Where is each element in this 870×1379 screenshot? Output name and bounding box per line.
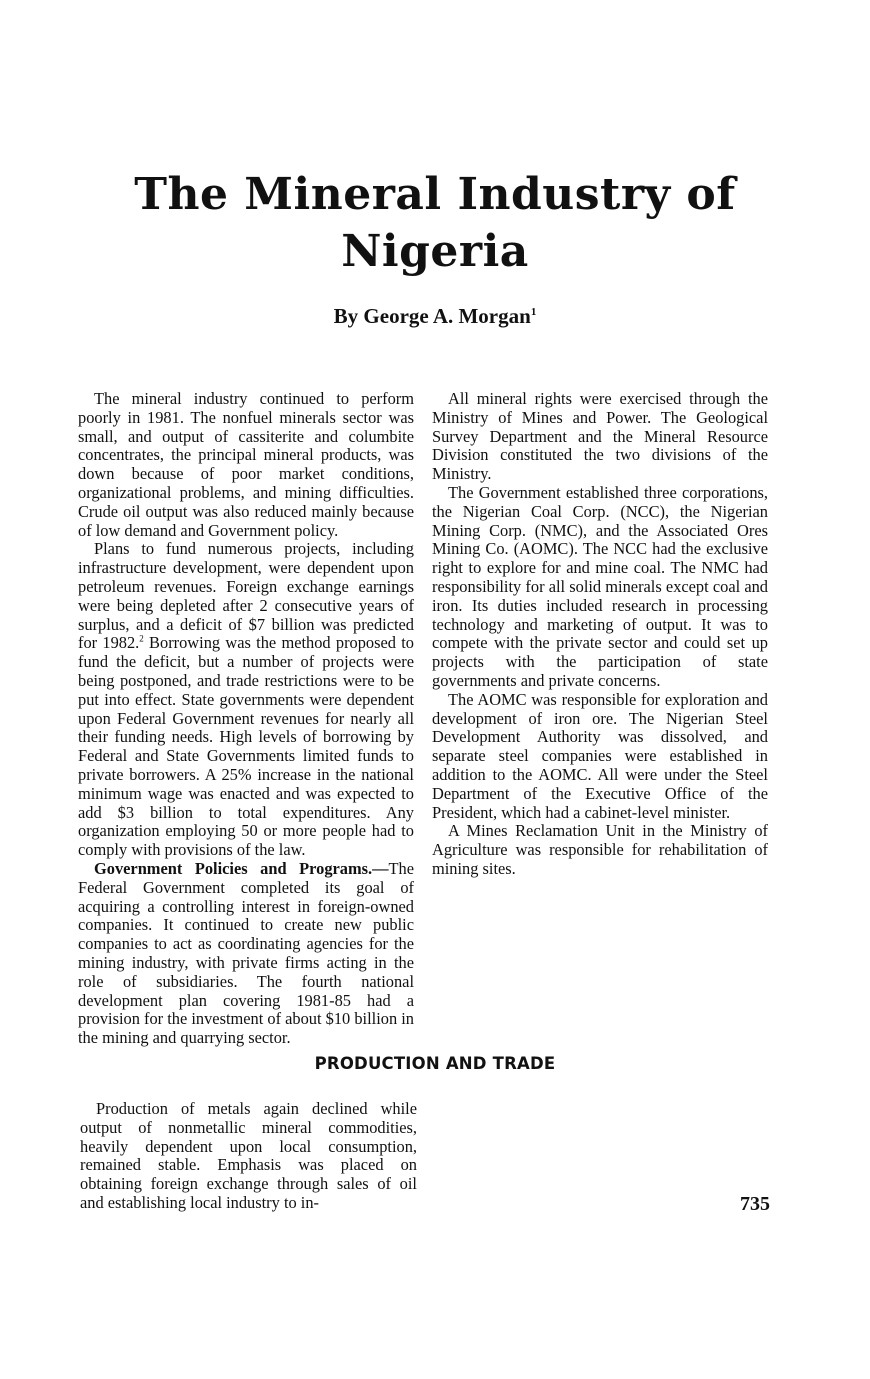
page-number: 735 [740,1193,770,1215]
paragraph-mineral-rights: All mineral rights were exercised through the Ministry of Mines and Power. The Geological Survey Department and the Mineral Resource Division constituted the two divisions of the Ministry. [432,389,768,484]
paragraph-funding [78,540,414,860]
footnote-marker-2: 2 [139,633,144,644]
author-byline [0,304,870,329]
run-in-heading-government-policies: Government Policies and Programs.— [94,858,389,878]
paragraph-government-policies [78,860,414,1048]
paragraph-aomc: The AOMC was responsible for exploration and development of iron ore. The Nigerian Steel Development Authority was dissolved, and separate steel companies were established in addition to the AOMC. All were under the Steel Department of the Executive Office of the President, which had a cabinet-level minister. [432,689,768,822]
body-column-left [78,390,414,1048]
document-title [0,166,870,280]
paragraph-production: Production of metals again declined while output of nonmetallic mineral commodities, heavily dependent upon local consumption, remained stable. Emphasis was placed on obtaining foreign exchange through sales of oil and establishing local industry to in- [80,1099,417,1212]
title-line-1: The Mineral Industry of [134,169,736,220]
author-name: By George A. Morgan [333,304,531,328]
paragraph-corporations: The Government established three corporations, the Nigerian Coal Corp. (NCC), the Nigerian Mining Corp. (NMC), and the Associated Ores Mining Co. (AOMC). The NCC had the exclusive right to explore for and mine coal. The NMC had responsibility for all solid minerals except coal and iron. Its duties included research in processing technology and marketing of output. It was to compete with the private sector and could set up projects with the participation of state governments and private concerns. [432,482,768,690]
title-line-2: Nigeria [341,226,529,277]
production-column-left [80,1100,417,1213]
body-column-right [432,390,768,879]
paragraph-funding-text-b: Borrowing was the method proposed to fund the deficit, but a number of projects were being postponed, and trade restrictions were to be put into effect. State governments were dependent upon Federal Government revenues for nearly all their funding needs. High levels of borrowing by Federal and State Governments limited funds to private borrowers. A 25% increase in the national minimum wage was enacted and was expected to add $3 billion to total expenditures. Any organization employing 50 or more people had to comply with provisions of the law. [78,633,415,860]
author-footnote-marker: 1 [530,306,537,318]
paragraph-intro: The mineral industry continued to perform poorly in 1981. The nonfuel minerals sector was small, and output of cassiterite and columbite concentrates, the principal mineral products, was down because of poor market conditions, organizational problems, and mining difficulties. Crude oil output was also reduced mainly because of low demand and Government policy. [78,389,414,540]
section-heading-production-trade: PRODUCTION AND TRADE [314,1054,556,1073]
paragraph-funding-text-a: Plans to fund numerous projects, including infrastructure development, were dependent upon petroleum revenues. Foreign exchange earnings were being depleted after 2 consecutive years of surplus, and a deficit of $7 billion was predicted for 1982. [78,539,414,653]
paragraph-government-policies-text: The Federal Government completed its goal of acquiring a controlling interest in foreign-owned companies. It continued to create new public companies to act as coordinating agencies for the mining industry, with private firms acting in the role of subsidiaries. The fourth national development plan covering 1981-85 had a provision for the investment of about $10 billion in the mining and quarrying sector. [78,858,414,1048]
paragraph-reclamation: A Mines Reclamation Unit in the Ministry of Agriculture was responsible for rehabilitation of mining sites. [432,821,768,878]
